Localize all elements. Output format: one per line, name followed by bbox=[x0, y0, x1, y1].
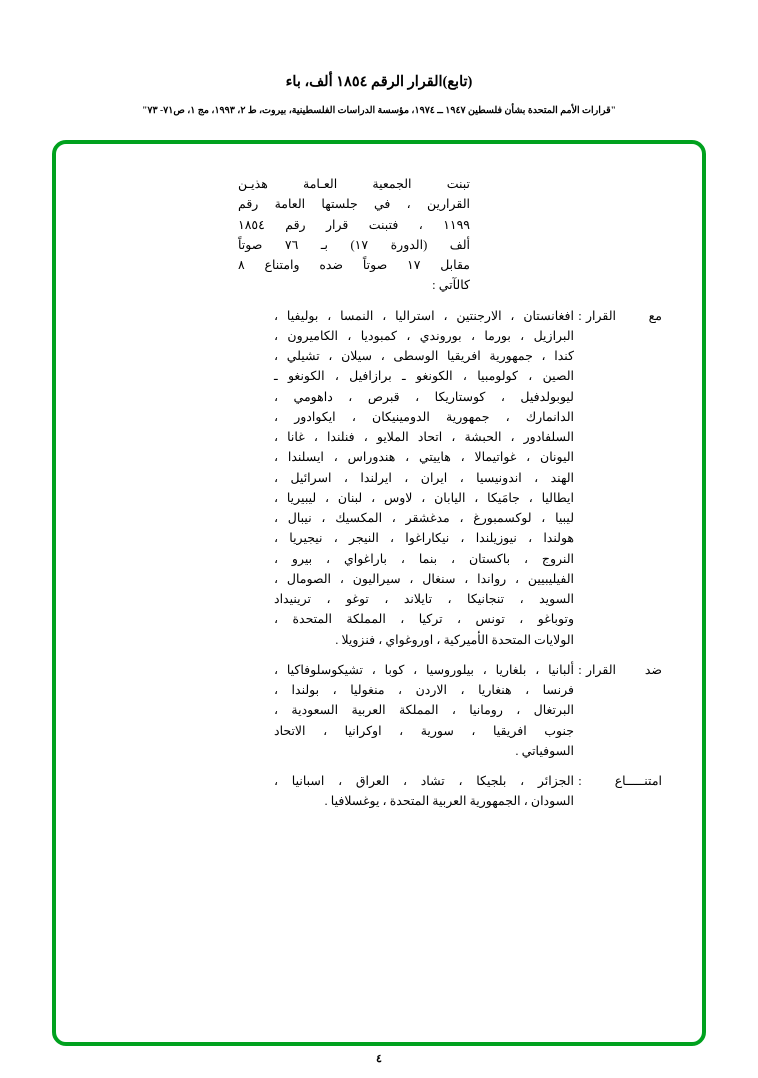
preamble-line: ألف (الدورة ١٧) بـ ٧٦ صوتاً bbox=[238, 237, 470, 252]
vote-list-line: النروج ، باكستان ، بنما ، باراغواي ، بيرو ، bbox=[274, 551, 574, 566]
vote-list-line: هولندا ، نيوزيلندا ، نيكاراغوا ، النيجر ، نيجيريا ، bbox=[274, 531, 574, 546]
vote-group-colon: : bbox=[578, 308, 582, 323]
vote-group-colon: : bbox=[578, 774, 582, 788]
preamble-line: كالآتي : bbox=[432, 278, 470, 293]
vote-group-colon: : bbox=[578, 662, 582, 677]
vote-list-line: الصين ، كولومبيا ، الكونغو ـ برازافيل ، الكونغو ـ bbox=[274, 369, 574, 384]
vote-country-list bbox=[274, 660, 574, 761]
vote-list-line: اليونان ، غواتيمالا ، هاييتي ، هندوراس ، ايسلندا ، bbox=[274, 450, 574, 465]
preamble-line: تبنت الجمعية العـامة هذيـن bbox=[238, 177, 470, 191]
vote-list-line: البرازيل ، بورما ، بوروندي ، كمبوديا ، الكاميرون ، bbox=[274, 328, 574, 343]
vote-list-line: وتوباغو ، تونس ، تركيا ، المملكة المتحدة ، bbox=[274, 612, 574, 627]
preamble-paragraph bbox=[238, 174, 470, 296]
vote-list-line: السودان ، الجمهورية العربية المتحدة ، يوغسلافيا . bbox=[324, 794, 574, 809]
vote-list-line: الدانمارك ، جمهورية الدومينيكان ، ايكوادور ، bbox=[274, 409, 574, 424]
content-body bbox=[96, 174, 662, 812]
vote-list-line: السلفادور ، الحبشة ، اتحاد الملايو ، فنلندا ، غانا ، bbox=[274, 430, 574, 444]
vote-group-abstaining bbox=[96, 771, 662, 812]
content-frame bbox=[52, 140, 706, 1046]
page-title: (تابع)القرار الرقم ١٨٥٤ ألف، باء bbox=[285, 74, 473, 90]
vote-group-in-favour bbox=[96, 306, 662, 650]
vote-list-line: السوفياتي . bbox=[515, 743, 574, 758]
vote-list-line: جنوب افريقيا ، سورية ، اوكرانيا ، الاتحاد bbox=[274, 723, 574, 738]
vote-group-label: مع القرار bbox=[586, 308, 662, 323]
vote-list-line: ليبيا ، لوكسمبورغ ، مدغشقر ، المكسيك ، نيبال ، bbox=[274, 511, 574, 525]
vote-group-label: ضد القرار bbox=[586, 662, 662, 677]
preamble-line: ١١٩٩ ، فتبنت قرار رقم ١٨٥٤ bbox=[238, 217, 470, 232]
vote-list-line: كندا ، جمهورية افريقيا الوسطى ، سيلان ، تشيلي ، bbox=[274, 349, 574, 363]
vote-list-line: البرتغال ، رومانيا ، المملكة العربية السعودية ، bbox=[274, 703, 574, 718]
vote-list-line: الفيليبيين ، رواندا ، سنغال ، سيراليون ، الصومال ، bbox=[274, 571, 574, 586]
preamble-line: القرارين ، في جلستها العامة رقم bbox=[238, 197, 470, 212]
vote-list-line: ليوبولدفيل ، كوستاريكا ، قبرص ، داهومي ، bbox=[274, 389, 574, 404]
vote-list-line: الجزائر ، بلجيكا ، تشاد ، العراق ، اسبانيا ، bbox=[274, 774, 574, 788]
vote-country-list bbox=[274, 306, 574, 650]
vote-group-against bbox=[96, 660, 662, 761]
vote-list-line: فرنسا ، هنغاريا ، الاردن ، منغوليا ، بولندا ، bbox=[274, 683, 574, 697]
vote-list-line: السويد ، تنجانيكا ، تايلاند ، توغو ، ترينيداد bbox=[274, 592, 574, 606]
vote-list-line: ألبانيا ، بلغاريا ، بيلوروسيا ، كوبا ، تشيكوسلوفاكيا ، bbox=[274, 662, 574, 677]
vote-list-line: الهند ، اندونيسيا ، ايران ، ايرلندا ، اسرائيل ، bbox=[274, 470, 574, 485]
vote-country-list bbox=[274, 771, 574, 812]
vote-group-label: امتنـــــاع bbox=[614, 774, 662, 788]
vote-list-line: الولايات المتحدة الأميركية ، اوروغواي ، فنزويلا . bbox=[335, 632, 574, 647]
vote-list-line: افغانستان ، الارجنتين ، استراليا ، النمسا ، بوليفيا ، bbox=[274, 308, 574, 323]
source-citation: "قرارات الأمم المتحدة بشأن فلسطين ١٩٤٧ ــ ١٩٧٤، مؤسسة الدراسات الفلسطينية، بيروت، ط ٢، ١٩٩٣، مج ١، ص٧١- ٧٣" bbox=[142, 106, 616, 116]
page-number: ٤ bbox=[376, 1053, 382, 1065]
vote-list-line: ايطاليا ، جامَيكا ، اليابان ، لاوس ، لبنان ، ليبيريا ، bbox=[274, 490, 574, 505]
preamble-line: مقابل ١٧ صوتاً ضده وامتناع ٨ bbox=[238, 258, 470, 272]
